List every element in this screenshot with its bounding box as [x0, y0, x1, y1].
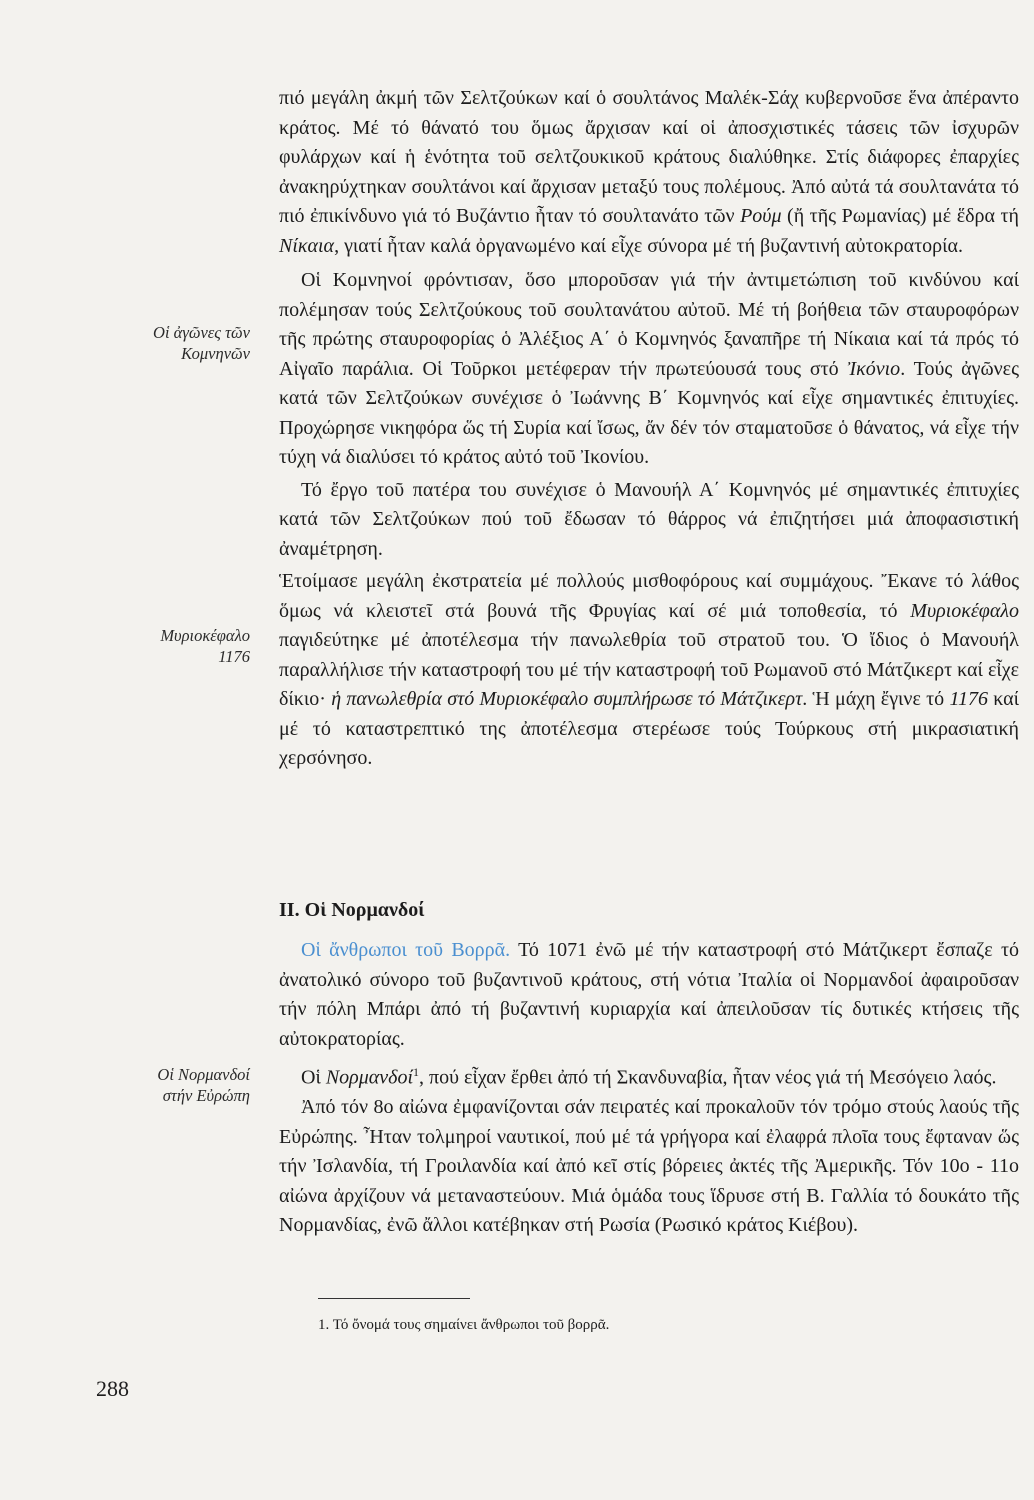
paragraph-manuel: Τό ἔργο τοῦ πατέρα του συνέχισε ὁ Μανουήλ Α΄ Κομνηνός μέ σημαντικές ἐπιτυχίες κατά τῶν Σελτζούκων πού τοῦ ἔδωσαν τό θάρρος νά ἐπιζητήσει μιά ἀποφασιστική ἀναμέτρηση.	[279, 478, 1019, 560]
quote-panolethria: ἡ πανωλεθρία στό Μυριοκέφαλο συμπλήρωσε τό Μάτζικερτ	[331, 688, 803, 710]
section-heading-normans: II. Οἱ Νορμανδοί	[279, 899, 425, 921]
section-1-text	[279, 84, 1019, 774]
footnote-divider	[318, 1298, 470, 1299]
section-2-text	[279, 936, 1019, 1241]
paragraph-normans-origin: Οἱ Νορμανδοί$^1$, πού εἶχαν ἔρθει ἀπό τή Σκανδυναβία, ἦταν νέος γιά τή Μεσόγειο λαός.	[301, 1065, 997, 1089]
term-rum: Ρούμ	[740, 205, 782, 227]
margin-note-normans-europe: Οἱ Νορμανδοί στήν Εὐρώπη	[157, 1065, 250, 1105]
margin-note-myriokephalo: Μυριοκέφαλο 1176	[160, 626, 250, 666]
page-number: 288	[96, 1376, 129, 1401]
footnote: 1. Τό ὄνομά τους σημαίνει ἄνθρωποι τοῦ βορρᾶ.	[318, 1317, 610, 1333]
footnote-marker: 1	[413, 1065, 420, 1079]
paragraph-komnenoi: Οἱ Κομνηνοί φρόντισαν, ὅσο μποροῦσαν γιά τήν ἀντιμετώπιση τοῦ κινδύνου καί πολέμησαν τούς Σελτζούκους τοῦ σουλτανάτου αὐτοῦ. Μέ τή βοήθεια τῶν σταυροφόρων τῆς πρώτης σταυροφορίας ὁ Ἀλέξιος Α΄ ὁ Κομνηνός ξαναπῆρε τή Νίκαια καί τά πρός τό Αἰγαῖο παράλια. Οἱ Τοῦρκοι μετέφεραν τήν πρωτεύουσά τους στό Ἰκόνιο. Τούς ἀγῶνες κατά τῶν Σελτζούκων συνέχισε ὁ Ἰωάννης Β΄ Κομνηνός καί εἶχε σημαντικές ἐπιτυχίες. Προχώρησε νικηφόρα ὥς τή Συρία καί ἴσως, ἄν δέν τόν σταματοῦσε ὁ θάνατος, νά εἶχε τήν τύχη νά διαλύσει τό κράτος αὐτό τοῦ Ἰκονίου.	[279, 269, 1019, 468]
term-ikonio: Ἰκόνιο	[847, 357, 901, 380]
year-1176: 1176	[949, 688, 988, 710]
lead-heading-north-men: Οἱ ἄνθρωποι τοῦ Βορρᾶ.	[301, 939, 511, 961]
paragraph-myriokephalon: Ἑτοίμασε μεγάλη ἐκστρατεία μέ πολλούς μισθοφόρους καί συμμάχους. Ἔκανε τό λάθος ὅμως νά κλειστεῖ στά βουνά τῆς Φρυγίας καί σέ μιά τοποθεσία, τό Μυριοκέφαλο παγιδεύτηκε μέ ἀποτέλεσμα τήν πανωλεθρία τοῦ στρατοῦ του. Ὁ ἴδιος ὁ Μανουήλ παραλλήλισε τήν καταστροφή του μέ τήν καταστροφή τοῦ Ρωμανοῦ στό Μάτζικερτ καί εἶχε δίκιο· ἡ πανωλεθρία στό Μυριοκέφαλο συμπλήρωσε τό Μάτζικερτ. Ἡ μάχη ἔγινε τό 1176 καί μέ τό καταστρεπτικό της ἀποτέλεσμα στερέωσε τούς Τούρκους στή μικρασιατική χερσόνησο.	[279, 570, 1020, 769]
margin-note-komnenoi: Οἱ ἀγῶνες τῶν Κομνηνῶν	[153, 323, 250, 363]
paragraph-vikings: Ἀπό τόν 8ο αἰώνα ἐμφανίζονται σάν πειρατές καί προκαλοῦν τόν τρόμο στούς λαούς τῆς Εὐρώπης. Ἦταν τολμηροί ναυτικοί, πού μέ τά γρήγορα καί ἐλαφρά πλοῖα τους ἔφταναν ὥς τήν Ἰσλανδία, τή Γροιλανδία καί ἀπό κεῖ στίς βόρειες ἀκτές τῆς Ἀμερικῆς. Τόν 10ο - 11ο αἰώνα ἀρχίζουν νά μεταναστεύουν. Μιά ὁμάδα τους ἵδρυσε στή Β. Γαλλία τό δουκάτο τῆς Νορμανδίας, ἐνῶ ἄλλοι κατέβηκαν στή Ρωσία (Ρωσικό κράτος Κιέβου).	[279, 1096, 1019, 1237]
paragraph-north-men: Οἱ ἄνθρωποι τοῦ Βορρᾶ. Τό 1071 ἐνῶ μέ τήν καταστροφή στό Μάτζικερτ ἔσπαζε τό ἀνατολικό σύνορο τοῦ βυζαντινοῦ κράτους, στή νότια Ἰταλία οἱ Νορμανδοί ἀφαιροῦσαν τήν πόλη Μπάρι ἀπό τή βυζαντινή κυριαρχία καί ἀπειλοῦσαν τίς δυτικές κτήσεις τῆς αὐτοκρατορίας.	[279, 939, 1019, 1050]
term-nikaia: Νίκαια	[279, 234, 335, 257]
term-myriokephalo: Μυριοκέφαλο	[910, 599, 1019, 622]
term-normans: Νορμανδοί	[325, 1066, 414, 1089]
paragraph-seljuk-empire: πιό μεγάλη ἀκμή τῶν Σελτζούκων καί ὁ σουλτάνος Μαλέκ-Σάχ κυβερνοῦσε ἕνα ἀπέραντο κράτος. Μέ τό θάνατό του ὅμως ἄρχισαν καί οἱ ἀποσχιστικές τάσεις τῶν ἰσχυρῶν φυλάρχων καί ἡ ἑνότητα τοῦ σελτζουκικοῦ κράτους διαλύθηκε. Στίς διάφορες ἐπαρχίες ἀνακηρύχτηκαν σουλτάνοι καί ἄρχισαν μεταξύ τους πολέμους. Ἀπό αὐτά τά σουλτανάτα τό πιό ἐπικίνδυνο γιά τό Βυζάντιο ἦταν τό σουλτανάτο τῶν Ρούμ (ἤ τῆς Ρωμανίας) μέ ἕδρα τή Νίκαια, γιατί ἦταν καλά ὀργανωμένο καί εἶχε σύνορα μέ τή βυζαντινή αὐτοκρατορία.	[279, 87, 1019, 257]
